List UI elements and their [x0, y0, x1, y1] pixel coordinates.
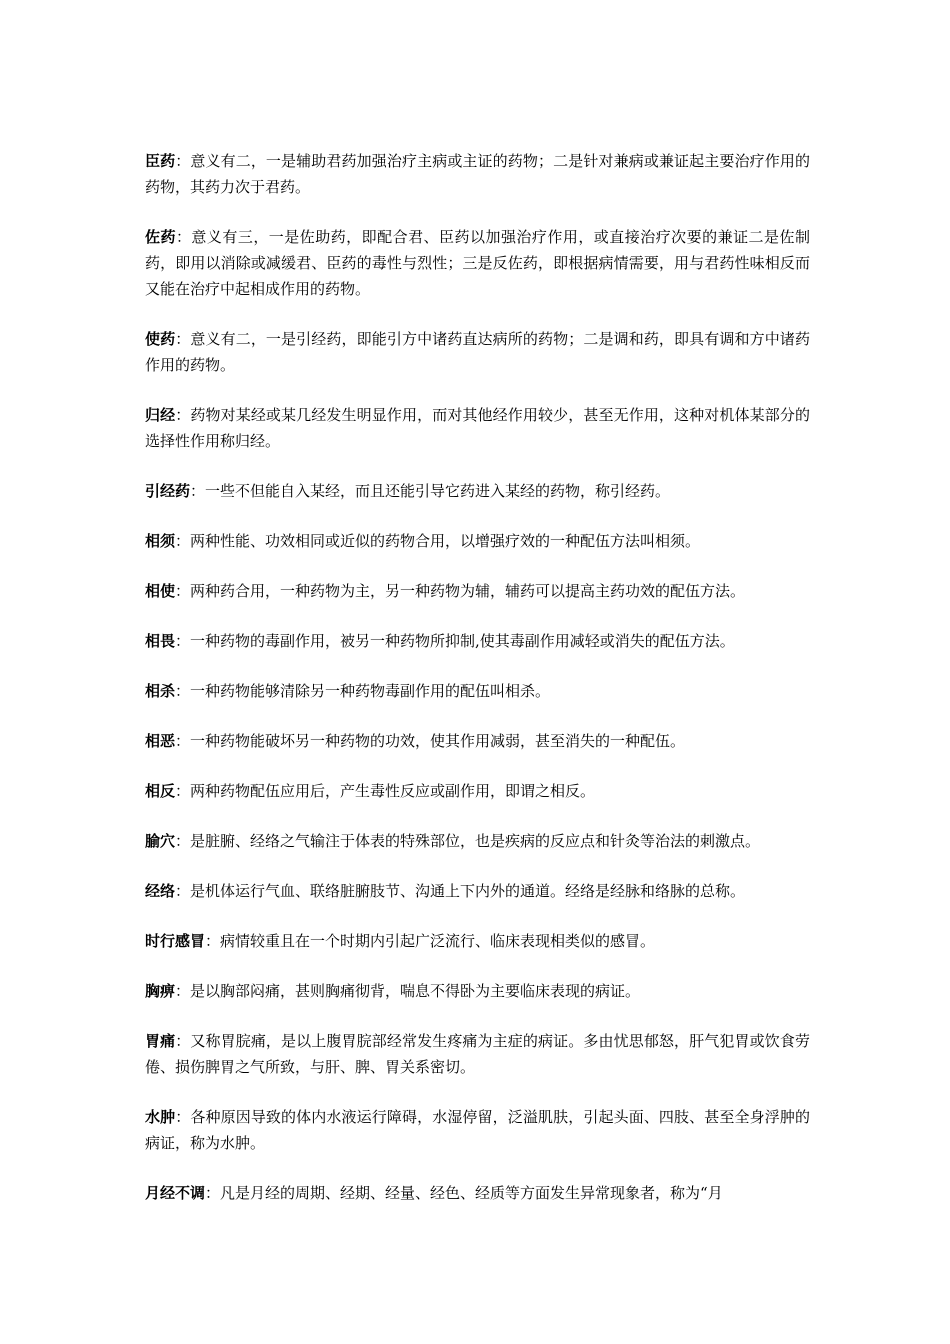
glossary-entry	[145, 1180, 810, 1206]
glossary-entry	[145, 1028, 810, 1080]
term: 引经药	[145, 482, 191, 500]
definition: ：凡是月经的周期、经期、经量、经色、经质等方面发生异常现象者，称为“月	[205, 1184, 723, 1202]
term: 胃痛	[145, 1032, 176, 1050]
definition: ：又称胃脘痛，是以上腹胃脘部经常发生疼痛为主症的病证。多由忧思郁怒，肝气犯胃或饮食劳倦、损伤脾胃之气所致，与肝、脾、胃关系密切。	[145, 1032, 810, 1076]
definition: ：是以胸部闷痛，甚则胸痛彻背，喘息不得卧为主要临床表现的病证。	[175, 982, 641, 1000]
glossary-entry	[145, 678, 810, 704]
glossary-entry	[145, 928, 810, 954]
glossary-entry	[145, 578, 810, 604]
term: 腧穴	[145, 832, 176, 850]
glossary-entry	[145, 224, 810, 302]
term: 使药	[145, 330, 176, 348]
term: 臣药	[145, 152, 176, 170]
definition: ：一些不但能自入某经，而且还能引导它药进入某经的药物，称引经药。	[190, 482, 671, 500]
glossary-entry	[145, 1104, 810, 1156]
glossary-entry	[145, 628, 810, 654]
definition: ：意义有三，一是佐助药，即配合君、臣药以加强治疗作用，或直接治疗次要的兼证二是佐制药，即用以消除或减缓君、臣药的毒性与烈性；三是反佐药，即根据病情需要，用与君药性味相反而又能在治疗中起相成作用的药物。	[145, 228, 810, 298]
definition: ：两种性能、功效相同或近似的药物合用，以增强疗效的一种配伍方法叫相须。	[175, 532, 701, 550]
document-page	[145, 148, 810, 1230]
definition: ：两种药合用，一种药物为主，另一种药物为辅，辅药可以提高主药功效的配伍方法。	[175, 582, 746, 600]
term: 时行感冒	[145, 932, 206, 950]
term: 归经	[145, 406, 176, 424]
glossary-entry	[145, 528, 810, 554]
term: 胸痹	[145, 982, 176, 1000]
definition: ：是脏腑、经络之气输注于体表的特殊部位，也是疾病的反应点和针灸等治法的刺激点。	[175, 832, 761, 850]
definition: ：是机体运行气血、联络脏腑肢节、沟通上下内外的通道。经络是经脉和络脉的总称。	[175, 882, 746, 900]
glossary-entry	[145, 148, 810, 200]
glossary-entry	[145, 478, 810, 504]
definition: ：病情较重且在一个时期内引起广泛流行、临床表现相类似的感冒。	[205, 932, 656, 950]
term: 相使	[145, 582, 176, 600]
glossary-entry	[145, 728, 810, 754]
term: 相畏	[145, 632, 176, 650]
term: 相恶	[145, 732, 176, 750]
glossary-entry	[145, 402, 810, 454]
term: 经络	[145, 882, 176, 900]
glossary-entry	[145, 778, 810, 804]
definition: ：一种药物的毒副作用，被另一种药物所抑制,使其毒副作用减轻或消失的配伍方法。	[175, 632, 735, 650]
term: 相反	[145, 782, 176, 800]
glossary-entry	[145, 326, 810, 378]
definition: ：两种药物配伍应用后，产生毒性反应或副作用，即谓之相反。	[175, 782, 596, 800]
term: 水肿	[145, 1108, 176, 1126]
definition: ：意义有二，一是引经药，即能引方中诸药直达病所的药物；二是调和药，即具有调和方中诸药作用的药物。	[145, 330, 810, 374]
term: 月经不调	[145, 1184, 206, 1202]
term: 佐药	[145, 228, 176, 246]
definition: ：一种药物能够清除另一种药物毒副作用的配伍叫相杀。	[175, 682, 551, 700]
glossary-entry	[145, 828, 810, 854]
term: 相杀	[145, 682, 176, 700]
definition: ：各种原因导致的体内水液运行障碍，水湿停留，泛溢肌肤，引起头面、四肢、甚至全身浮肿的病证，称为水肿。	[145, 1108, 810, 1152]
definition: ：一种药物能破坏另一种药物的功效，使其作用减弱，甚至消失的一种配伍。	[175, 732, 686, 750]
glossary-entry	[145, 878, 810, 904]
definition: ：意义有二，一是辅助君药加强治疗主病或主证的药物；二是针对兼病或兼证起主要治疗作用的药物，其药力次于君药。	[145, 152, 810, 196]
definition: ：药物对某经或某几经发生明显作用，而对其他经作用较少，甚至无作用，这种对机体某部分的选择性作用称归经。	[145, 406, 810, 450]
glossary-entry	[145, 978, 810, 1004]
term: 相须	[145, 532, 176, 550]
